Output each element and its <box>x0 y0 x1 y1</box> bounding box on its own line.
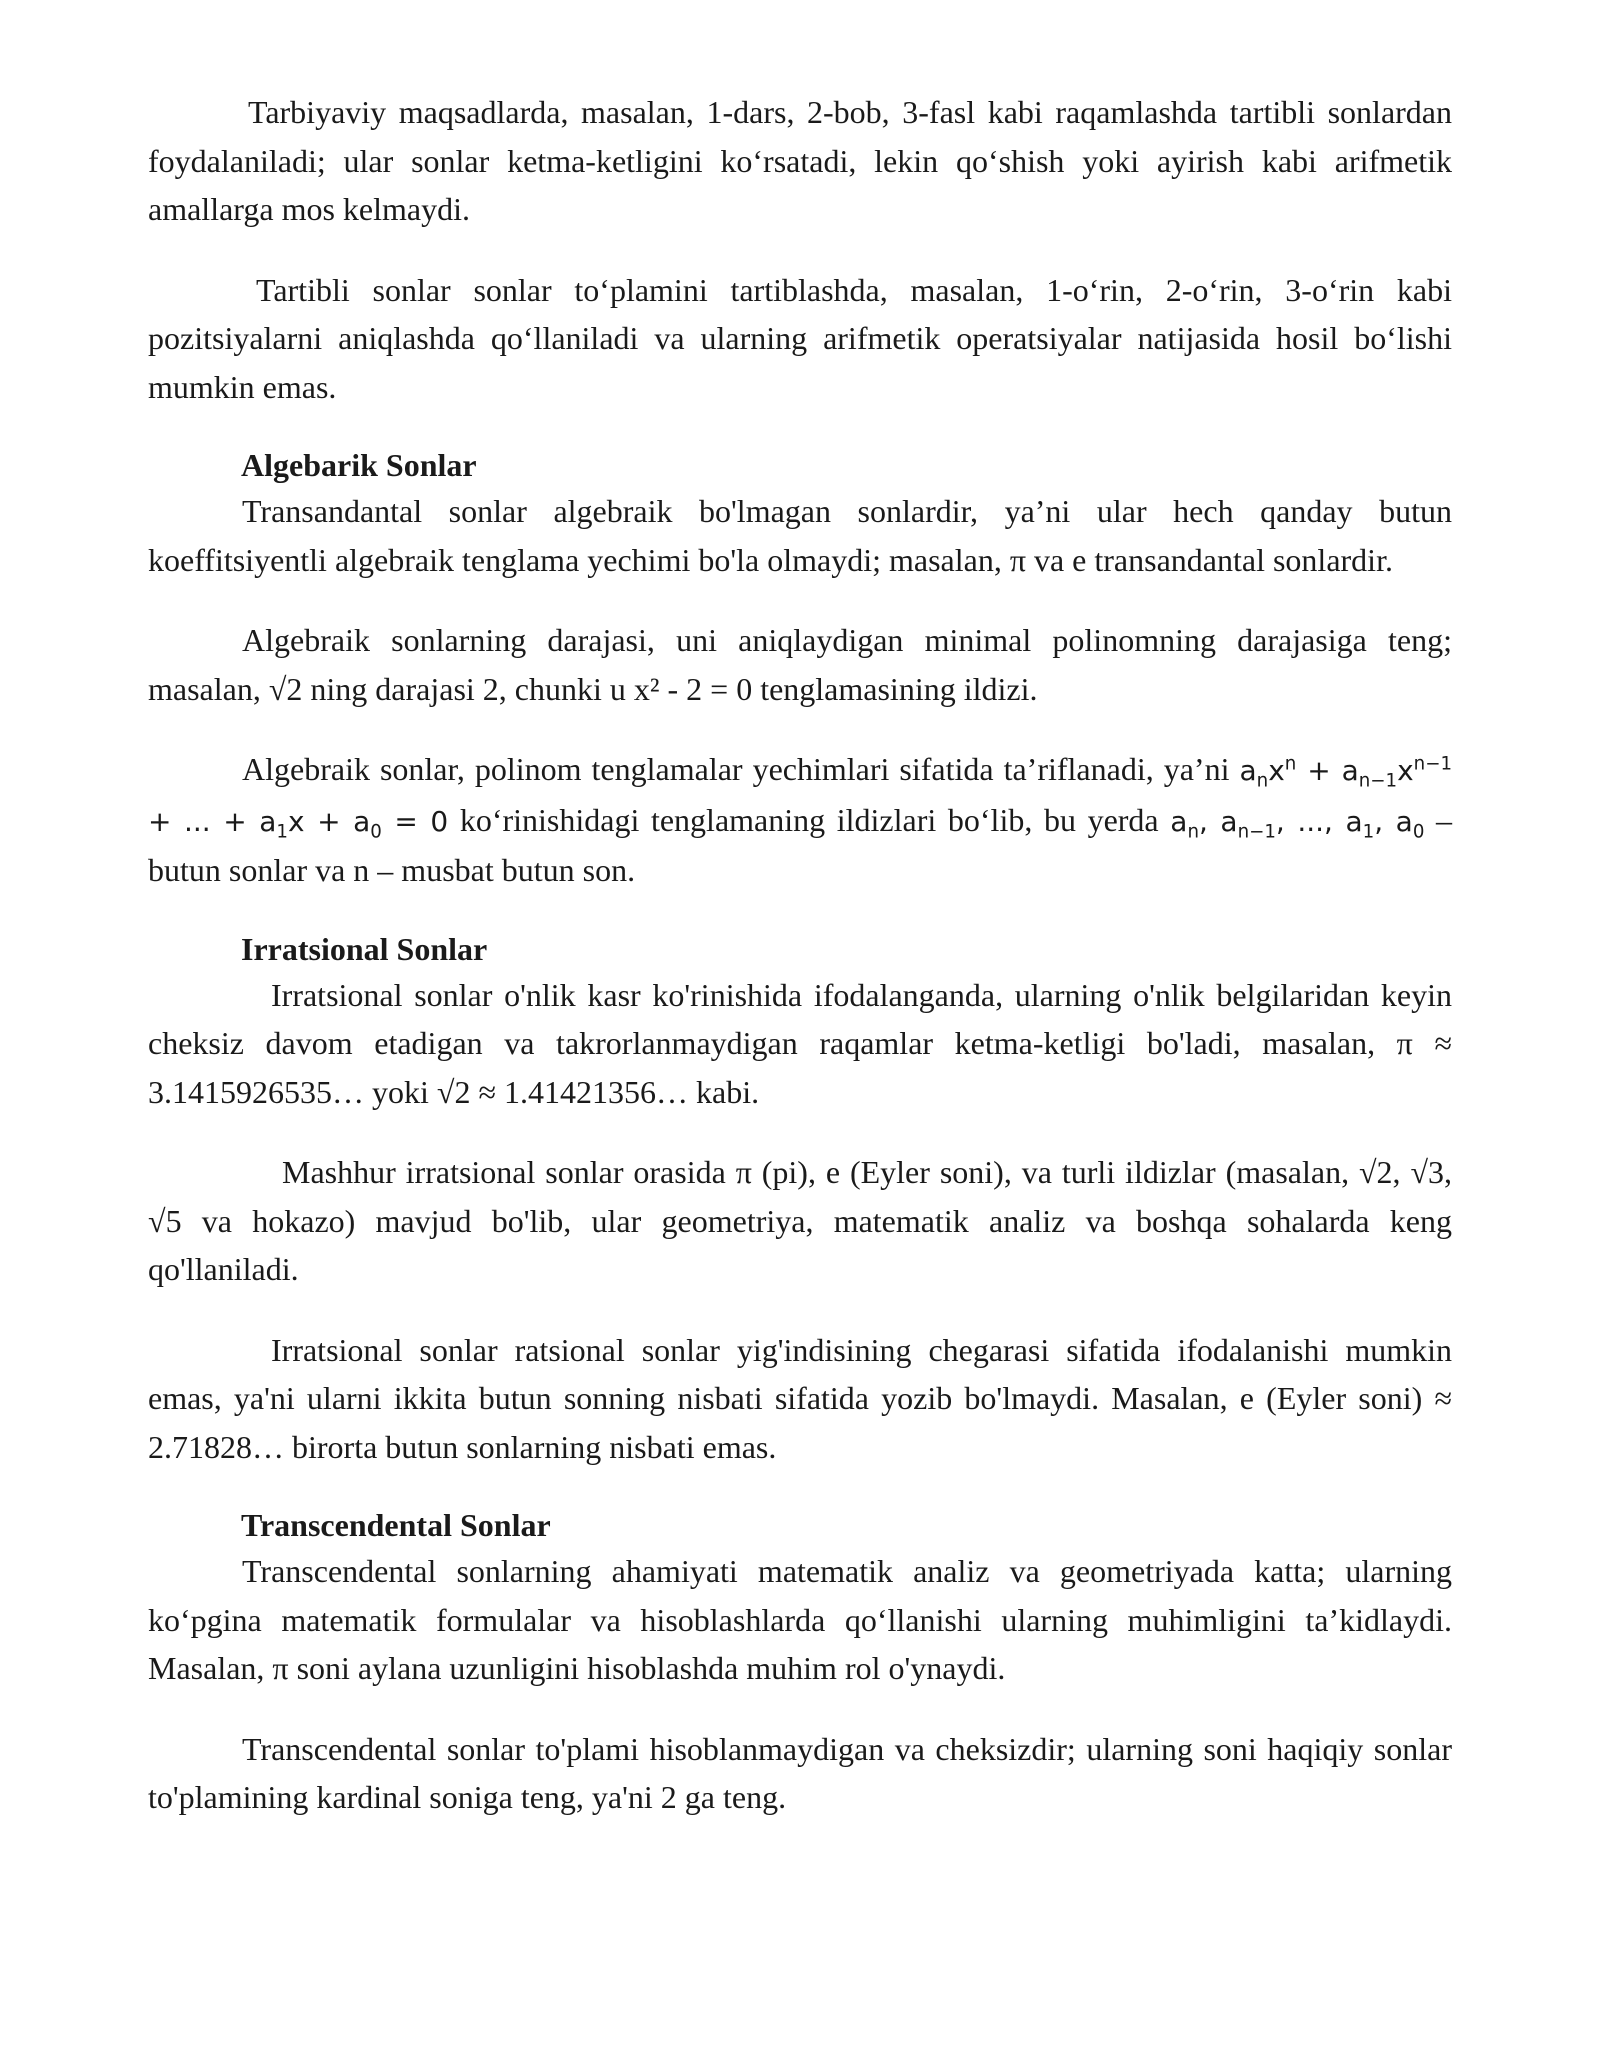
section-transcendental <box>148 1503 1452 1693</box>
paragraph-ordinal-usage: Tarbiyaviy maqsadlarda, masalan, 1-dars, 2-bob, 3-fasl kabi raqamlashda tartibli sonlardan foydalaniladi; ular sonlar ketma-ketligini ko‘rsatadi, lekin qo‘shish yoki ayirish kabi arifmetik amallarga mos kelmaydi. <box>148 94 1452 227</box>
polynomial-intro-text: Algebraik sonlar, polinom tenglamalar yechimlari sifatida ta’riflanadi, ya’ni <box>242 751 1230 787</box>
paragraph-ordinal-positions: Tartibli sonlar sonlar to‘plamini tartiblashda, masalan, 1-o‘rin, 2-o‘rin, 3-o‘rin kabi pozitsiyalarni aniqlashda qo‘llaniladi va ularning arifmetik operatsiyalar natijasida hosil bo‘lishi mumkin emas. <box>148 271 1452 405</box>
coefficient-list: $a_n$, $a_{n-1}$, ..., $a_1$, $a_0$ <box>1170 804 1425 843</box>
heading-transcendental: Transcendental Sonlar <box>241 1507 551 1543</box>
paragraph-irrational-famous: Mashhur irratsional sonlar orasida π (pi), e (Eyler soni), va turli ildizlar (masalan, √2, √3, √5 va hokazo) mavjud bo'lib, ular geometriya, matematik analiz va boshqa sohalarda keng qo'llaniladi. <box>148 1154 1452 1287</box>
heading-irrational: Irratsional Sonlar <box>241 930 488 967</box>
section-algebraic <box>148 443 1452 584</box>
paragraph-algebraic-polynomial <box>148 745 1452 895</box>
heading-algebraic: Algebarik Sonlar <box>241 447 477 483</box>
polynomial-end-text: – butun sonlar va n – musbat butun son. <box>148 801 1453 888</box>
polynomial-equation: $a_nx^n + a_{n-1}x^{n-1}$ + ... + $a_1x + a_0 = 0$ <box>148 753 1453 843</box>
section-irrational <box>148 927 1452 1117</box>
paragraph-transcendental-definition: Transandantal sonlar algebraik bo'lmagan sonlardir, ya’ni ular hech qanday butun koeffitsiyentli algebraik tenglama yechimi bo'la olmaydi; masalan, π va e transandantal sonlardir. <box>148 493 1452 578</box>
paragraph-irrational-decimal: Irratsional sonlar o'nlik kasr ko'rinishida ifodalanganda, ularning o'nlik belgilaridan keyin cheksiz davom etadigan va takrorlanmaydigan raqamlar ketma-ketligi bo'ladi, masalan, π ≈ 3.1415926535… yoki √2 ≈ 1.41421356… kabi. <box>148 976 1452 1110</box>
paragraph-irrational-ratio: Irratsional sonlar ratsional sonlar yig'indisining chegarasi sifatida ifodalanishi mumkin emas, ya'ni ularni ikkita butun sonning nisbati sifatida yozib bo'lmaydi. Masalan, e (Eyler soni) ≈ 2.71828… birorta butun sonlarning nisbati emas. <box>148 1331 1452 1465</box>
paragraph-algebraic-degree: Algebraik sonlarning darajasi, uni aniqlaydigan minimal polinomning darajasiga teng; masalan, √2 ning darajasi 2, chunki u x² - 2 = 0 tenglamasining ildizi. <box>148 622 1452 707</box>
paragraph-transcendental-cardinality: Transcendental sonlar to'plami hisoblanmaydigan va cheksizdir; ularning soni haqiqiy sonlar to'plamining kardinal soniga teng, ya'ni 2 ga teng. <box>148 1730 1452 1815</box>
document-page <box>148 88 1452 1854</box>
polynomial-middle-text: ko‘rinishidagi tenglamaning ildizlari bo‘lib, bu yerda <box>459 801 1159 838</box>
paragraph-transcendental-importance: Transcendental sonlarning ahamiyati matematik analiz va geometriyada katta; ularning ko‘pgina matematik formulalar va hisoblashlarda qo‘llanishi ularning muhimligini ta’kidlaydi. Masalan, π soni aylana uzunligini hisoblashda muhim rol o'ynaydi. <box>148 1553 1452 1686</box>
